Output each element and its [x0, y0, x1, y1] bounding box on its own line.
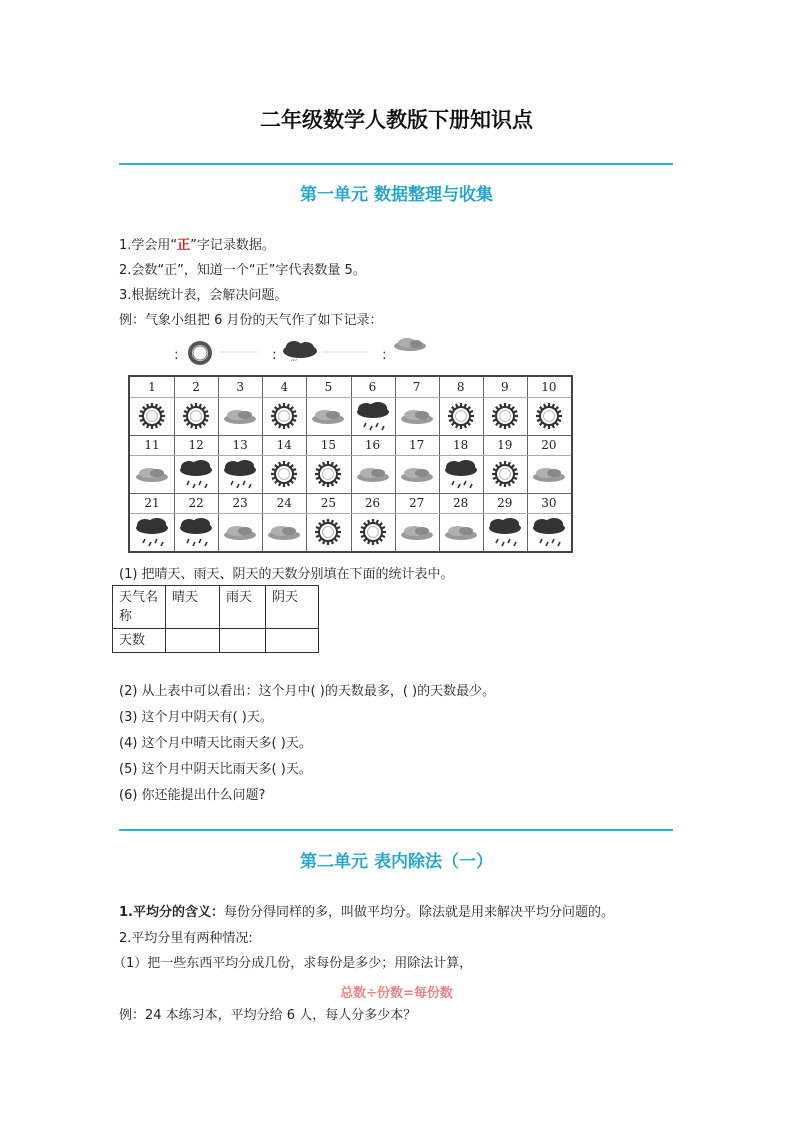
cloudy-icon [351, 459, 395, 489]
table-header-weather: 天气名称 [113, 586, 166, 629]
sunny-icon [130, 401, 174, 431]
rainy-icon [527, 517, 571, 547]
section-divider [119, 163, 673, 165]
table-header-cloudy: 阴天 [266, 586, 319, 629]
table-cell-sunny-days[interactable] [166, 629, 220, 653]
cloudy-icon [218, 517, 262, 547]
unit1-point-3: 3.根据统计表，会解决问题。 [119, 288, 288, 303]
weather-legend [172, 338, 472, 368]
sunny-icon [439, 401, 483, 431]
sunny-icon [262, 401, 306, 431]
rainy-icon [174, 459, 218, 489]
question-5: (5) 这个月中阴天比雨天多( )天。 [119, 762, 312, 777]
unit2-case-1: （1）把一些东西平均分成几份，求每份是多少；用除法计算， [113, 956, 473, 971]
calendar-row-line [130, 455, 571, 456]
section-divider [119, 829, 673, 831]
calendar-day-number: 18 [453, 438, 469, 452]
calendar-weather-cell [262, 517, 306, 545]
division-formula: 总数÷份数=每份数 [340, 986, 453, 1001]
calendar-day-number: 10 [541, 380, 557, 394]
calendar-weather-cell [439, 517, 483, 545]
calendar-day-number: 3 [236, 380, 244, 394]
unit2-heading: 第二单元 表内除法（一） [300, 852, 493, 872]
calendar-weather-cell [174, 517, 218, 545]
calendar-weather-cell [262, 401, 306, 429]
cloudy-icon [395, 517, 439, 547]
calendar-day-number: 2 [192, 380, 200, 394]
calendar-day-number: 20 [541, 438, 557, 452]
sunny-icon [483, 459, 527, 489]
calendar-weather-cell [483, 401, 527, 429]
calendar-day-number: 17 [408, 438, 425, 452]
sunny-icon [188, 341, 212, 365]
calendar-day-number: 27 [408, 496, 425, 510]
cloudy-icon [439, 517, 483, 547]
cloudy-icon [395, 401, 439, 431]
sunny-icon [262, 459, 306, 489]
calendar-day-number: 22 [188, 496, 204, 510]
weather-calendar [128, 375, 573, 553]
calendar-row-line [130, 493, 571, 494]
calendar-day-number: 30 [541, 496, 557, 510]
rainy-icon [351, 401, 395, 431]
calendar-weather-cell [439, 401, 483, 429]
calendar-day-number: 21 [144, 496, 160, 510]
calendar-row-line [130, 513, 571, 514]
table-header-rainy: 雨天 [220, 586, 266, 629]
calendar-day-number: 9 [500, 380, 509, 394]
question-2: (2) 从上表中可以看出：这个月中( )的天数最多，( )的天数最少。 [119, 684, 496, 699]
calendar-weather-cell [130, 401, 174, 429]
question-1: (1) 把晴天、雨天、阴天的天数分别填在下面的统计表中。 [119, 567, 454, 582]
calendar-weather-cell [306, 517, 350, 545]
calendar-weather-cell [130, 517, 174, 545]
calendar-day-number: 12 [188, 438, 204, 452]
unit2-point-1: 1.平均分的含义：每份分得同样的多，叫做平均分。除法就是用来解决平均分问题的。 [119, 905, 614, 920]
calendar-weather-cell [351, 517, 395, 545]
page-title: 二年级数学人教版下册知识点 [260, 108, 533, 132]
calendar-day-number: 5 [324, 380, 333, 394]
question-6: (6) 你还能提出什么问题? [119, 788, 266, 803]
unit1-heading: 第一单元 数据整理与收集 [300, 185, 493, 205]
calendar-weather-cell [439, 459, 483, 487]
rainy-icon [218, 459, 262, 489]
calendar-weather-cell [527, 459, 571, 487]
table-row-label-days: 天数 [113, 629, 166, 653]
calendar-weather-cell [483, 517, 527, 545]
calendar-weather-cell [306, 401, 350, 429]
unit1-example: 例：气象小组把 6 月份的天气作了如下记录： [119, 313, 383, 328]
calendar-day-number: 8 [456, 380, 465, 394]
rainy-icon [439, 459, 483, 489]
question-3: (3) 这个月中阴天有( )天。 [119, 710, 273, 725]
calendar-day-number: 4 [280, 380, 289, 394]
calendar-weather-cell [483, 459, 527, 487]
cloudy-icon [130, 459, 174, 489]
calendar-weather-cell [306, 459, 350, 487]
calendar-weather-cell [218, 517, 262, 545]
unit1-point-2: 2.会数“正”，知道一个“正”字代表数量 5。 [119, 263, 366, 278]
rainy-icon [283, 341, 317, 368]
svg-text:′′′: ′′′ [291, 359, 298, 368]
legend-colon-1: : [174, 347, 179, 363]
table-header-sunny: 晴天 [166, 586, 220, 629]
stats-table [112, 585, 319, 653]
calendar-day-number: 26 [364, 496, 381, 510]
zheng-mark: 正 [177, 238, 191, 253]
calendar-weather-cell [395, 517, 439, 545]
rainy-icon [483, 517, 527, 547]
calendar-weather-cell [395, 401, 439, 429]
calendar-weather-cell [174, 401, 218, 429]
calendar-weather-cell [174, 459, 218, 487]
calendar-weather-cell [218, 459, 262, 487]
calendar-day-number: 19 [497, 438, 513, 452]
rainy-icon [174, 517, 218, 547]
calendar-day-number: 14 [276, 438, 292, 452]
cloudy-icon [395, 459, 439, 489]
cloudy-icon [306, 401, 350, 431]
sunny-icon [527, 401, 571, 431]
calendar-day-number: 28 [453, 496, 469, 510]
calendar-day-number: 29 [497, 496, 513, 510]
table-cell-rainy-days[interactable] [220, 629, 266, 653]
sunny-icon [306, 517, 350, 547]
sunny-icon [483, 401, 527, 431]
cloudy-icon [218, 401, 262, 431]
calendar-day-number: 16 [364, 438, 381, 452]
calendar-day-number: 7 [412, 380, 421, 394]
calendar-weather-cell [351, 401, 395, 429]
calendar-weather-cell [527, 517, 571, 545]
calendar-row-line [130, 435, 571, 436]
sunny-icon [306, 459, 350, 489]
table-cell-cloudy-days[interactable] [266, 629, 319, 653]
calendar-weather-cell [218, 401, 262, 429]
calendar-day-number: 25 [320, 496, 337, 510]
calendar-row-line [130, 397, 571, 398]
calendar-day-number: 1 [148, 380, 156, 394]
legend-colon-2: : [272, 347, 277, 363]
cloudy-icon [527, 459, 571, 489]
calendar-weather-cell [262, 459, 306, 487]
cloudy-icon [394, 338, 426, 351]
sunny-icon [351, 517, 395, 547]
calendar-day-number: 15 [320, 438, 337, 452]
calendar-day-number: 13 [232, 438, 248, 452]
question-4: (4) 这个月中晴天比雨天多( )天。 [119, 736, 312, 751]
calendar-day-number: 11 [144, 438, 160, 452]
calendar-day-number: 24 [276, 496, 292, 510]
calendar-weather-cell [351, 459, 395, 487]
sunny-icon [174, 401, 218, 431]
calendar-day-number: 23 [232, 496, 248, 510]
calendar-weather-cell [527, 401, 571, 429]
rainy-icon [130, 517, 174, 547]
cloudy-icon [262, 517, 306, 547]
calendar-day-number: 6 [368, 380, 377, 394]
unit2-example: 例：24 本练习本，平均分给 6 人，每人分多少本？ [119, 1008, 417, 1023]
unit1-point-1: 1.学会用“正”字记录数据。 [119, 238, 275, 253]
legend-colon-3: : [382, 347, 387, 363]
unit2-point-2: 2.平均分里有两种情况: [119, 931, 253, 946]
calendar-weather-cell [130, 459, 174, 487]
calendar-weather-cell [395, 459, 439, 487]
